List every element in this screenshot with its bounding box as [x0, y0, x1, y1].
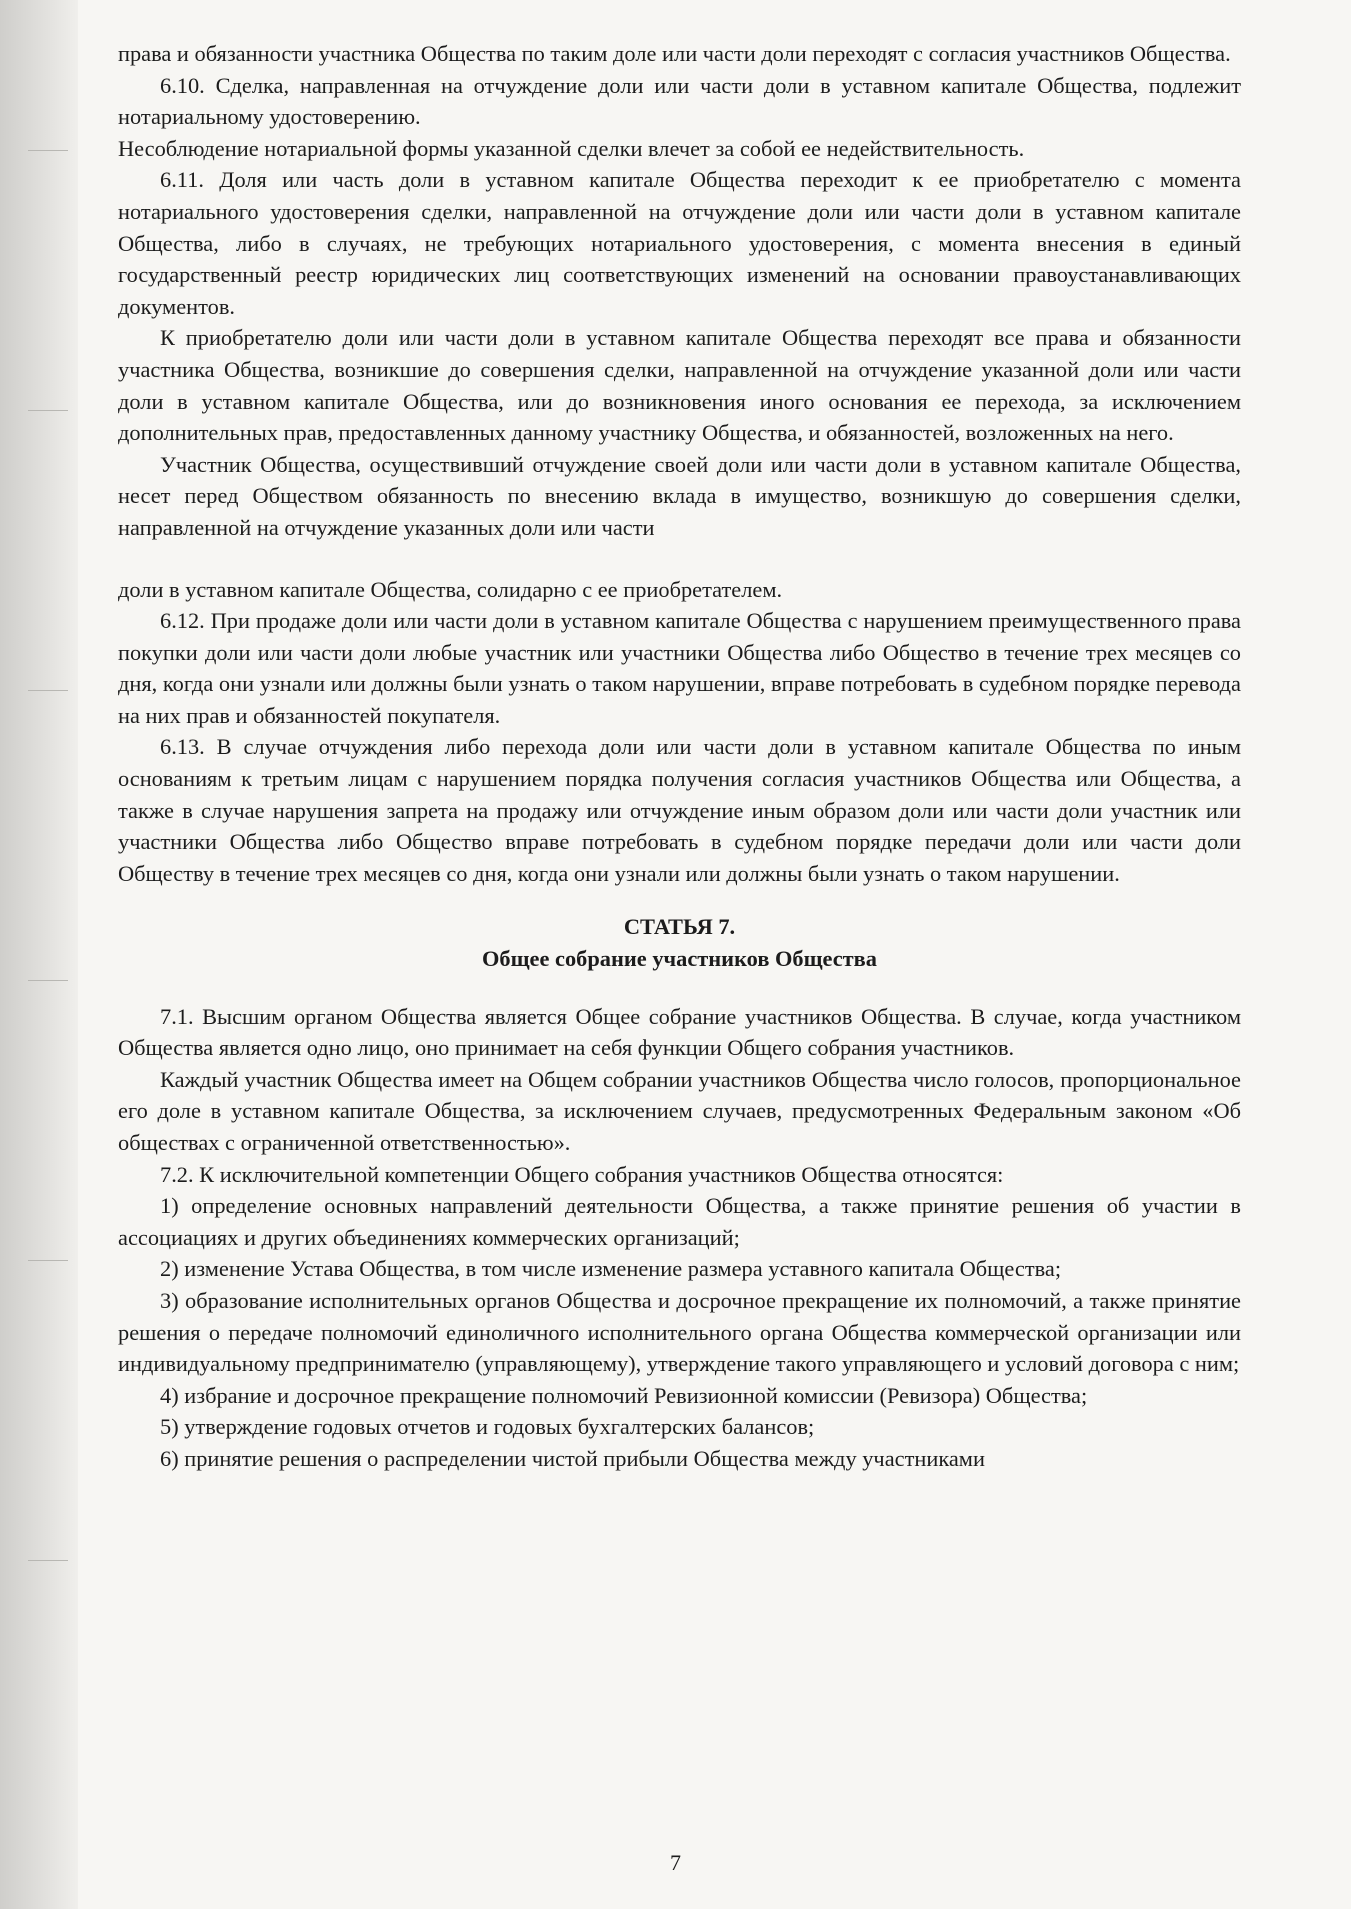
paragraph: 6.11. Доля или часть доли в уставном капитале Общества переходит к ее приобретателю с момента нотариального удостоверения сделки, направленной на отчуждение доли или части доли в уставном капитале Общества, либо в случаях, не требующих нотариального удостоверения, с момента внесения в единый государственный реестр юридических лиц соответствующих изменений на основании правоустанавливающих документов. — [118, 167, 1241, 319]
paragraph: 1) определение основных направлений деятельности Общества, а также принятие решения об участии в ассоциациях и других объединениях коммерческих организаций; — [118, 1193, 1241, 1250]
paragraph: 6.10. Сделка, направленная на отчуждение доли или части доли в уставном капитале Общества, подлежит нотариальному удостоверению. — [118, 72, 1241, 130]
paragraph: 6.12. При продаже доли или части доли в уставном капитале Общества с нарушением преимущественного права покупки доли или части доли любые участник или участники Общества либо Общество в течение трех месяцев со дня, когда они узнали или должны были узнать о таком нарушении, вправе потребовать в судебном порядке перевода на них прав и обязанностей покупателя. — [118, 608, 1241, 728]
paragraph: 5) утверждение годовых отчетов и годовых бухгалтерских балансов; — [160, 1414, 815, 1440]
paragraph: 7.2. К исключительной компетенции Общего собрания участников Общества относятся: — [160, 1161, 1004, 1187]
paragraph: Каждый участник Общества имеет на Общем собрании участников Общества число голосов, пропорциональное его доле в уставном капитале Общества, за исключением случаев, предусмотренных Федеральным законом «Об обществах с ограниченной ответственностью». — [118, 1066, 1241, 1155]
page-gap — [118, 544, 1241, 574]
paragraph: 2) изменение Устава Общества, в том числе изменение размера уставного капитала Общества; — [160, 1256, 1062, 1282]
paragraph: Несоблюдение нотариальной формы указанной сделки влечет за собой ее недействительность. — [118, 135, 1025, 161]
paragraph: К приобретателю доли или части доли в уставном капитале Общества переходят все права и обязанности участника Общества, возникшие до совершения сделки, направленной на отчуждение указанной доли или части доли в уставном капитале Общества, или до возникновения иного основания ее перехода, за исключением дополнительных прав, предоставленных данному участнику Общества, и обязанностей, возложенных на него. — [118, 325, 1241, 446]
paragraph: 6) принятие решения о распределении чистой прибыли Общества между участниками — [160, 1445, 985, 1471]
paragraph: 7.1. Высшим органом Общества является Общее собрание участников Общества. В случае, когда участником Общества является одно лицо, оно принимает на себя функции Общего собрания участников. — [118, 1003, 1241, 1061]
section-7 — [118, 1001, 1241, 1475]
paragraph: Участник Общества, осуществивший отчуждение своей доли или части доли в уставном капитале Общества, несет перед Обществом обязанность по внесению вклада в имущество, возникшую до совершения сделки, направленной на отчуждение указанных доли или части — [118, 451, 1241, 540]
article-title: Общее собрание участников Общества — [482, 946, 877, 972]
adjacent-page-edge — [0, 0, 79, 1909]
section-6-continued — [118, 38, 1241, 544]
document-text — [118, 38, 1241, 1475]
section-6-end — [118, 574, 1241, 890]
paragraph: доли в уставном капитале Общества, солидарно с ее приобретателем. — [118, 576, 783, 602]
page-number: 7 — [670, 1850, 681, 1875]
article-number: СТАТЬЯ 7. — [623, 914, 736, 940]
paragraph: 4) избрание и досрочное прекращение полномочий Ревизионной комиссии (Ревизора) Общества; — [160, 1382, 1088, 1408]
paragraph: 3) образование исполнительных органов Общества и досрочное прекращение их полномочий, а также принятие решения о передаче полномочий единоличного исполнительного органа Общества коммерческой организации или индивидуальному предпринимателю (управляющему), утверждение такого управляющего и условий договора с ним; — [118, 1287, 1241, 1377]
paragraph: 6.13. В случае отчуждения либо перехода доли или части доли в уставном капитале Общества по иным основаниям к третьим лицам с нарушением порядка получения согласия участников Общества или Общества, а также в случае нарушения запрета на продажу или отчуждение иным образом доли или части доли участник или участники Общества либо Общество вправе потребовать в судебном порядке передачи доли или части доли Обществу в течение трех месяцев со дня, когда они узнали или должны были узнать о таком нарушении. — [118, 734, 1241, 886]
paragraph: права и обязанности участника Общества по таким доле или части доли переходят с согласия участников Общества. — [118, 41, 1231, 66]
